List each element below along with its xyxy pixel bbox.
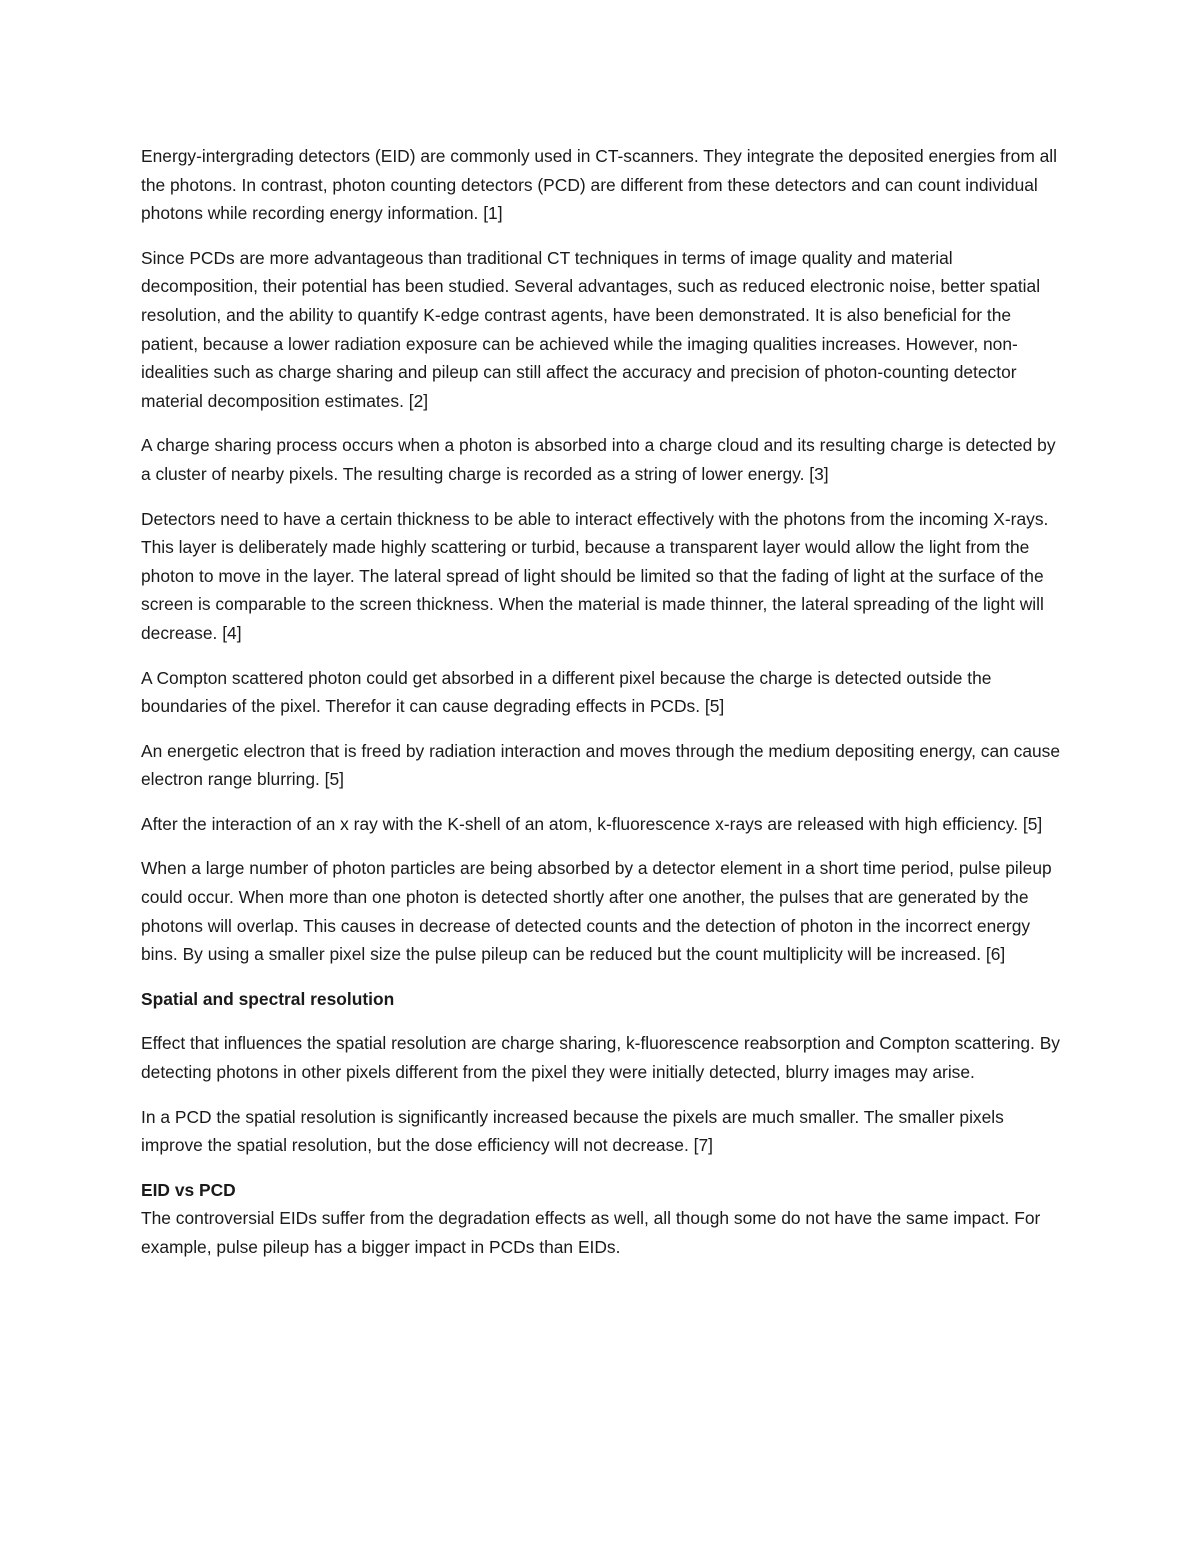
document-body: [141, 142, 1061, 1278]
paragraph-compton-scattering: A Compton scattered photon could get absorbed in a different pixel because the charge is detected outside the boundaries of the pixel. Therefor it can cause degrading effects in PCDs. [5]: [141, 667, 992, 717]
paragraph-pulse-pileup: When a large number of photon particles are being absorbed by a detector element in a short time period, pulse pileup could occur. When more than one photon is detected shortly after one another, the pulses that are generated by the photons will overlap. This causes in decrease of detected counts and the detection of photon in the incorrect energy bins. By using a smaller pixel size the pulse pileup can be reduced but the count multiplicity will be increased. [6]: [141, 858, 1052, 965]
paragraph-electron-range: An energetic electron that is freed by radiation interaction and moves through the medium depositing energy, can cause electron range blurring. [5]: [141, 740, 1061, 790]
paragraph-detector-thickness: Detectors need to have a certain thickness to be able to interact effectively with the photons from the incoming X-rays. This layer is deliberately made highly scattering or turbid, because a transparent layer would allow the light from the photon to move in the layer. The lateral spread of light should be limited so that the fading of light at the surface of the screen is comparable to the screen thickness. When the material is made thinner, the lateral spreading of the light will decrease. [4]: [141, 508, 1049, 643]
paragraph-spatial-effects: Effect that influences the spatial resolution are charge sharing, k-fluorescence reabsorption and Compton scattering. By detecting photons in other pixels different from the pixel they were initially detected, blurry images may arise.: [141, 1033, 1061, 1083]
heading-eid-vs-pcd: EID vs PCD: [141, 1179, 236, 1200]
paragraph-pcd-spatial-resolution: In a PCD the spatial resolution is significantly increased because the pixels are much smaller. The smaller pixels improve the spatial resolution, but the dose efficiency will not decrease. [7]: [141, 1106, 1004, 1156]
paragraph-pcd-advantages: Since PCDs are more advantageous than traditional CT techniques in terms of image quality and material decomposition, their potential has been studied. Several advantages, such as reduced electronic noise, better spatial resolution, and the ability to quantify K-edge contrast agents, have been demonstrated. It is also beneficial for the patient, because a lower radiation exposure can be achieved while the imaging qualities increases. However, non-idealities such as charge sharing and pileup can still affect the accuracy and precision of photon-counting detector material decomposition estimates. [2]: [141, 247, 1041, 411]
paragraph-k-fluorescence: After the interaction of an x ray with the K-shell of an atom, k-fluorescence x-rays are released with high efficiency. [5]: [141, 813, 1043, 834]
paragraph-charge-sharing: A charge sharing process occurs when a photon is absorbed into a charge cloud and its resulting charge is detected by a cluster of nearby pixels. The resulting charge is recorded as a string of lower energy. [3]: [141, 435, 1056, 484]
paragraph-eid-intro: Energy-intergrading detectors (EID) are commonly used in CT-scanners. They integrate the deposited energies from all the photons. In contrast, photon counting detectors (PCD) are different from these detectors and can count individual photons while recording energy information. [1]: [141, 146, 1058, 224]
paragraph-eid-vs-pcd: The controversial EIDs suffer from the degradation effects as well, all though some do not have the same impact. For example, pulse pileup has a bigger impact in PCDs than EIDs.: [141, 1208, 1041, 1257]
heading-spatial-spectral-resolution: Spatial and spectral resolution: [141, 988, 395, 1009]
